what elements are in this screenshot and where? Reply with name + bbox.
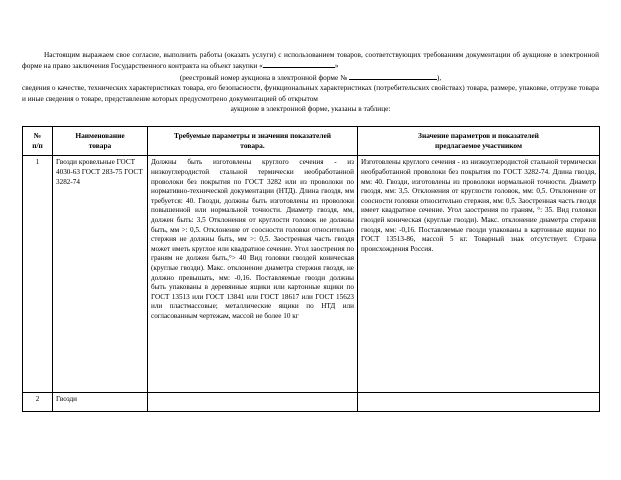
column-header-product-name xyxy=(53,127,148,156)
column-header-required-params-line1: Требуемые параметры и значения показателей xyxy=(173,131,332,141)
table-header-row xyxy=(23,127,600,156)
intro-line-2-after: » xyxy=(334,61,339,71)
auction-object-blank xyxy=(263,60,335,68)
column-header-offered-params xyxy=(358,127,600,156)
column-header-offered-params-line1: Значение параметров и показателей xyxy=(418,131,539,141)
cell-offered-params: Изготовлены круглого сечения - из низкоуглеродистой стальной термически необработанной проволоки без покрытия по ГОСТ 3282-74. Длина гвоздя, мм: 40. Гвозди, изготовлены из проволоки нормальной точности. Диаметр гвоздя, мм: 3,5. Отклонения от круглости головок, мм: 0,5. Отклонение от соосности головки относительно стержня, мм: 0,5. Заостренная часть гвоздя имеет квадратное сечение. Угол заострения по граням, °: 35. Вид головки гвоздей коническая (круглые гвозди). Макс. отклонение диаметра стержня гвоздя, мм: -0,16. Поставляемые гвозди упакованы в картонные ящики по ГОСТ 13513-86, массой 5 кг. Товарный знак отсутствует. Страна происхождения Россия. xyxy=(358,156,600,393)
table-body xyxy=(23,156,600,412)
column-header-number-line1: № xyxy=(33,131,42,141)
cell-product-name: Гвозди xyxy=(53,393,148,412)
intro-line-6: аукционе в электронной форме, указаны в таблице: xyxy=(230,104,391,114)
column-header-offered-params-line2: предлагаемое участником xyxy=(435,141,522,151)
intro-line-1: Настоящим выражаем свое согласие, выполнить работы (оказать услуги) с использованием товаров, соответствующих требованиям xyxy=(44,50,464,59)
column-header-required-params xyxy=(148,127,358,156)
column-header-number-line2: п/п xyxy=(32,141,43,151)
intro-line-3-before: (реестровый номер аукциона в электронной форме № xyxy=(179,72,349,82)
specification-table xyxy=(22,126,600,412)
cell-offered-params xyxy=(358,393,600,412)
intro-paragraph xyxy=(22,50,599,114)
table-row xyxy=(23,393,600,412)
table-header xyxy=(23,127,600,156)
column-header-required-params-line2: товара. xyxy=(240,141,265,151)
registry-number-blank xyxy=(349,72,437,80)
intro-line-4: сведения о качестве, технических характеристиках товара, его безопасности, функциональных характеристиках (потребительских свойствах) xyxy=(22,83,465,93)
intro-registry-line xyxy=(22,72,599,83)
intro-line-2-before: документации об аукционе в электронной форме на право заключения Государственного контракта на объект закупки « xyxy=(22,50,599,71)
intro-line-5: товара, размере, упаковке, отгрузке товара и иные сведения о товаре, представление которых предусмотрено документацией об открытом xyxy=(22,83,599,103)
cell-required-params: Должны быть изготовлены круглого сечения - из низкоуглеродистой стальной термически необработанной проволоки без покрытия по ГОСТ 3282 или из проволоки по нормативно-технической документации (НТД). Длина гвоздя, мм требуется: 40. Гвозди, должны быть изготовлены из проволоки повышенной или нормальной точности. Диаметр гвоздя, мм, должен быть: 3,5 Отклонения от круглости головок не должны быть, мм >: 0,5. Отклонение от соосности головки относительно стержня не должны быть, мм >: 0,5. Заостренная часть гвоздя может иметь круглое или квадратное сечение. Угол заострения по граням не должен быть,°> 40 Вид головки гвоздей коническая (круглые гвозди). Макс. отклонение диаметра стержня гвоздя, не должно превышать, мм: -0,16. Поставляемые гвозди должны быть упакованы в деревянные ящики или картонные ящики по ГОСТ 13513 или ГОСТ 13841 или ГОСТ 18617 или ГОСТ 15623 или пластмассовые; металлические ящики по НТД или согласованным чертежам, массой не более 10 кг xyxy=(148,156,358,393)
cell-required-params xyxy=(148,393,358,412)
column-header-product-name-line1: Наименование xyxy=(75,131,125,141)
table-row xyxy=(23,156,600,393)
cell-row-number: 2 xyxy=(23,393,53,412)
cell-product-name: Гвозди кровельные ГОСТ 4030-63 ГОСТ 283-75 ГОСТ 3282-74 xyxy=(53,156,148,393)
column-header-product-name-line2: товара xyxy=(88,141,112,151)
intro-line-3-after: ), xyxy=(436,72,442,82)
cell-row-number: 1 xyxy=(23,156,53,393)
column-header-number xyxy=(23,127,53,156)
